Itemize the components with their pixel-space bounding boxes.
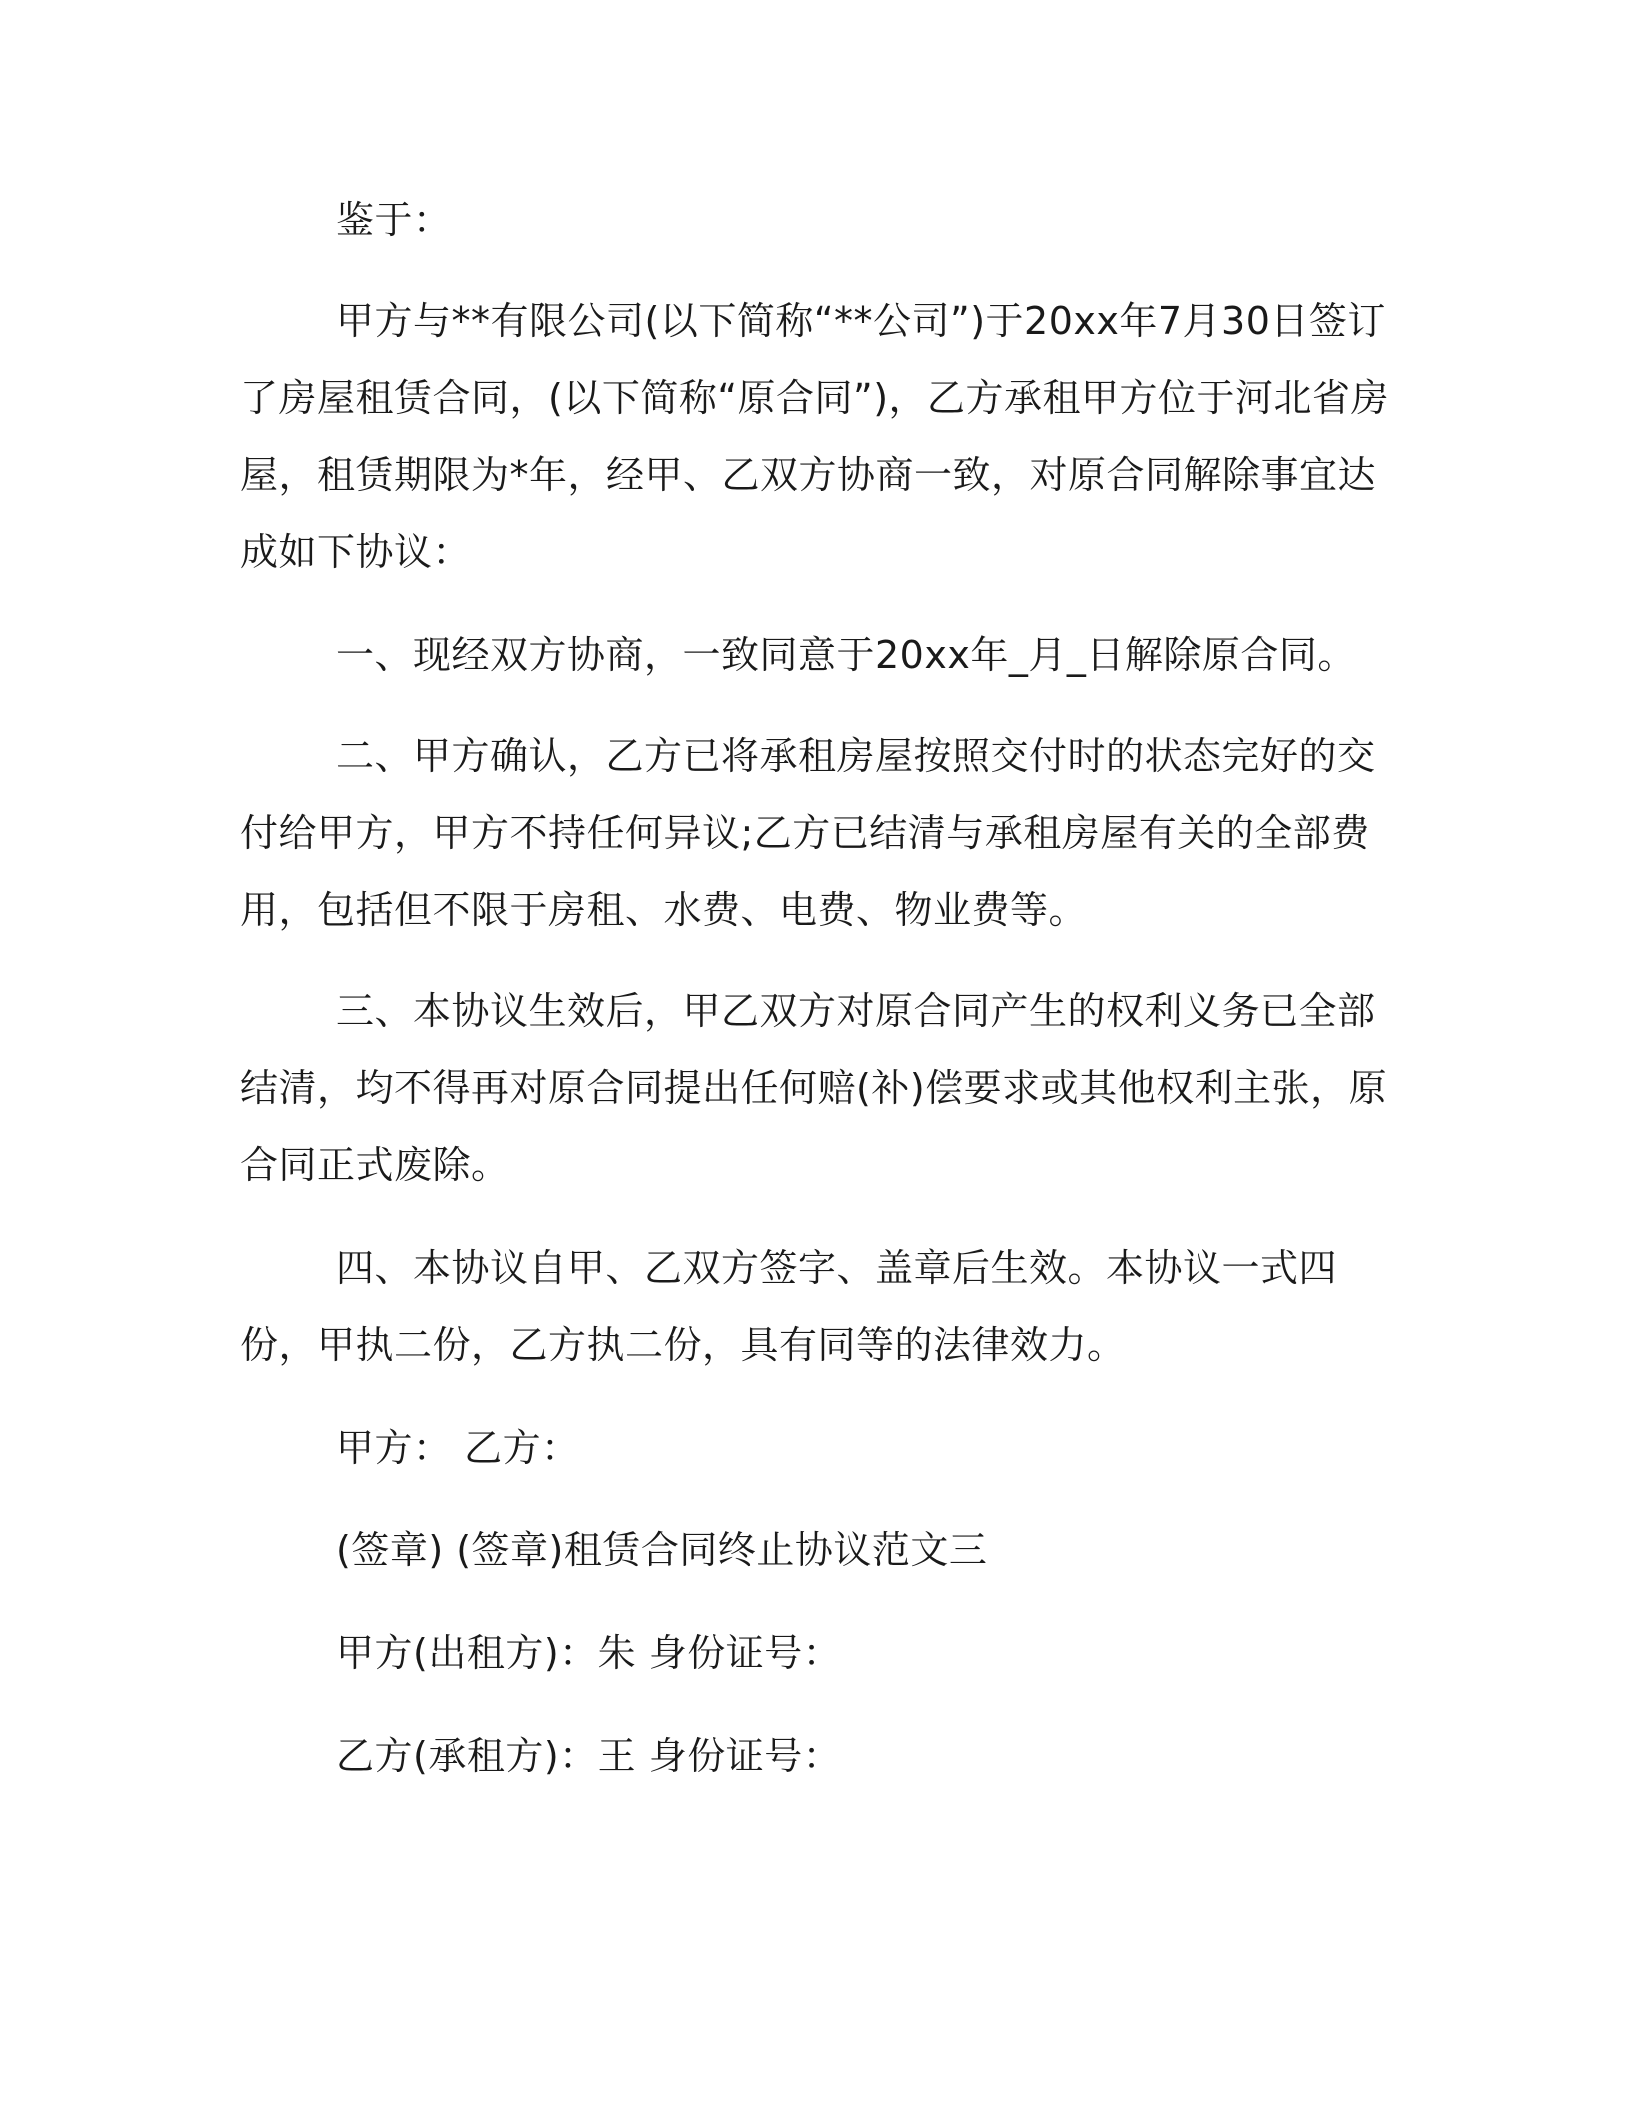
paragraph-background: 甲方与**有限公司(以下简称“**公司”)于20xx年7月30日签订了房屋租赁合同，(以下简称“原合同”)，乙方承租甲方位于河北省房屋，租赁期限为*年，经甲、乙双方协商一致，对原合同解除事宜达成如下协议： [240,299,1390,574]
lessee-line: 乙方(承租方)：王 身份证号： [336,1734,842,1778]
signature-parties: 甲方： 乙方： [336,1426,580,1470]
lessor-line: 甲方(出租方)：朱 身份证号： [336,1631,842,1675]
clause-3: 三、本协议生效后，甲乙双方对原合同产生的权利义务已全部结清，均不得再对原合同提出任何赔(补)偿要求或其他权利主张，原合同正式废除。 [240,989,1388,1187]
clause-4: 四、本协议自甲、乙双方签字、盖章后生效。本协议一式四份，甲执二份，乙方执二份，具有同等的法律效力。 [240,1246,1338,1367]
signature-seals-and-title: (签章) (签章)租赁合同终止协议范文三 [336,1528,988,1572]
clause-1: 一、现经双方协商，一致同意于20xx年_月_日解除原合同。 [336,633,1356,677]
intro-heading: 鉴于： [336,198,452,242]
clause-2: 二、甲方确认，乙方已将承租房屋按照交付时的状态完好的交付给甲方，甲方不持任何异议;乙方已结清与承租房屋有关的全部费用，包括但不限于房租、水费、电费、物业费等。 [240,734,1376,932]
